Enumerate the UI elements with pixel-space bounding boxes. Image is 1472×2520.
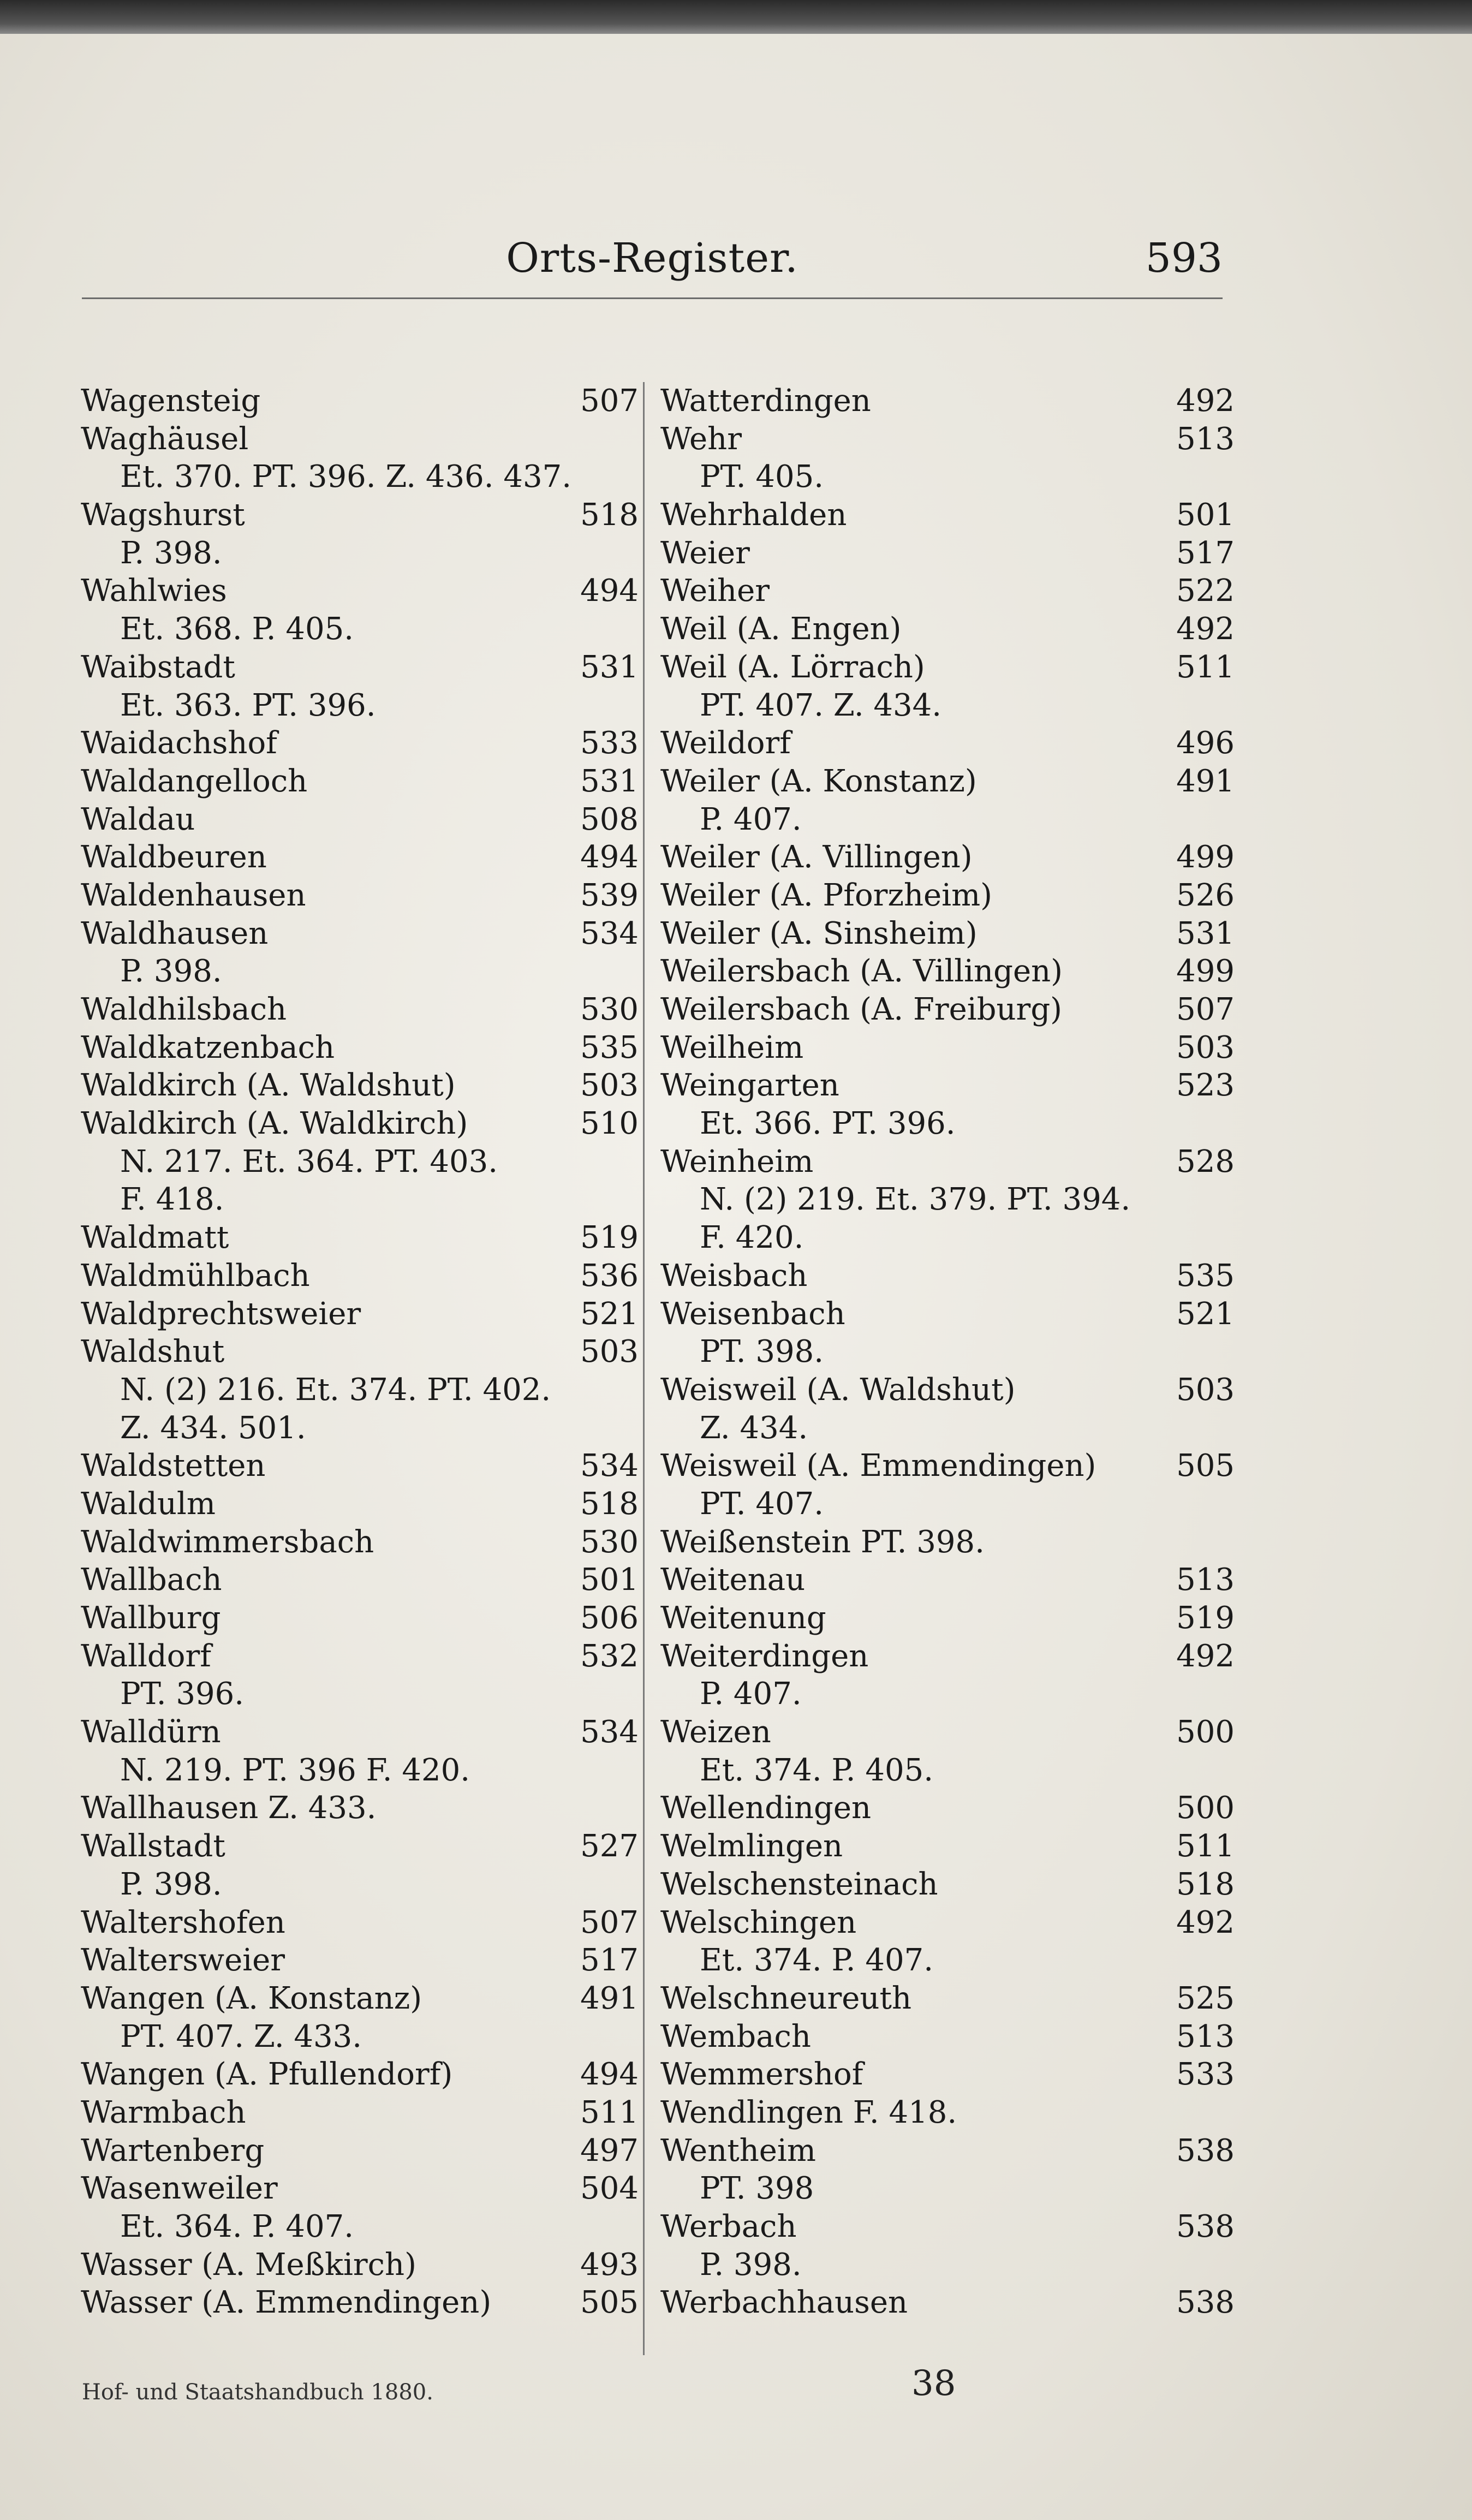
footer-signature: 38: [911, 2363, 956, 2404]
register-entry: [81, 1029, 639, 1067]
entry-page-number: 494: [580, 573, 639, 609]
entry-name: Et. 374. P. 405.: [700, 1752, 934, 1788]
register-entry: [660, 877, 1235, 915]
entry-name: Waldmatt: [81, 1220, 229, 1256]
entry-name: Waidachshof: [81, 725, 277, 761]
entry-page-number: 510: [580, 1106, 639, 1142]
register-entry: [660, 991, 1235, 1029]
register-entry: [81, 572, 639, 610]
entry-name: Waldprechtsweier: [81, 1296, 361, 1332]
entry-name: P. 407.: [700, 1676, 802, 1712]
entry-detail-line: [660, 1333, 1235, 1371]
register-entry: [81, 1447, 639, 1485]
entry-name: Waltershofen: [81, 1904, 285, 1940]
register-entry: [660, 2284, 1235, 2322]
entry-name: Waldbeuren: [81, 839, 267, 875]
header-rule: [82, 297, 1223, 299]
entry-page-number: 503: [1176, 1029, 1235, 1065]
register-entry: [81, 1219, 639, 1257]
register-entry: [660, 1143, 1235, 1181]
entry-page-number: 492: [1176, 1904, 1235, 1940]
register-entry: [660, 2094, 1235, 2132]
entry-name: Waldulm: [81, 1486, 216, 1522]
entry-name: Wangen (A. Pfullendorf): [81, 2057, 453, 2093]
entry-detail-line: [660, 801, 1235, 839]
register-entry: [660, 2208, 1235, 2246]
register-entry: [81, 1941, 639, 1980]
entry-detail-line: [81, 2208, 639, 2246]
register-entry: [660, 1371, 1235, 1409]
register-entry: [660, 572, 1235, 610]
register-entry: [81, 2284, 639, 2322]
entry-page-number: 503: [580, 1068, 639, 1104]
entry-name: Wartenberg: [81, 2132, 265, 2168]
register-entry: [660, 1980, 1235, 2018]
entry-name: Waldkirch (A. Waldshut): [81, 1068, 456, 1104]
entry-page-number: 538: [1176, 2209, 1235, 2244]
register-entry: [81, 2056, 639, 2094]
register-entry: [660, 2018, 1235, 2056]
register-entry: [660, 838, 1235, 877]
entry-page-number: 499: [1176, 839, 1235, 875]
entry-page-number: 494: [580, 2057, 639, 2093]
register-entry: [81, 1333, 639, 1371]
entry-name: P. 407.: [700, 801, 802, 837]
entry-name: Wallhausen Z. 433.: [81, 1790, 377, 1826]
entry-name: Weizen: [660, 1714, 771, 1750]
entry-page-number: 500: [1176, 1790, 1235, 1826]
entry-name: F. 418.: [120, 1182, 224, 1218]
entry-detail-line: [660, 2246, 1235, 2284]
entry-name: N. 217. Et. 364. PT. 403.: [120, 1143, 498, 1179]
entry-name: PT. 407. Z. 434.: [700, 687, 942, 723]
entry-page-number: 535: [580, 1029, 639, 1065]
entry-name: Wasenweiler: [81, 2171, 278, 2207]
entry-name: Et. 366. PT. 396.: [700, 1106, 956, 1142]
entry-page-number: 526: [1176, 877, 1235, 913]
entry-detail-line: [660, 687, 1235, 725]
entry-name: N. 219. PT. 396 F. 420.: [120, 1752, 470, 1788]
entry-name: Et. 368. P. 405.: [120, 611, 354, 647]
entry-name: Weitenung: [660, 1600, 826, 1636]
entry-page-number: 527: [580, 1828, 639, 1864]
entry-name: Weilersbach (A. Villingen): [660, 954, 1063, 990]
entry-page-number: 503: [1176, 1372, 1235, 1408]
entry-detail-line: [660, 458, 1235, 496]
register-entry: [660, 2132, 1235, 2170]
entry-name: Wagshurst: [81, 497, 245, 533]
register-entry: [81, 382, 639, 420]
entry-page-number: 503: [580, 1334, 639, 1370]
entry-page-number: 532: [580, 1638, 639, 1674]
entry-page-number: 522: [1176, 573, 1235, 609]
entry-page-number: 517: [580, 1943, 639, 1979]
entry-name: Wembach: [660, 2018, 811, 2054]
register-entry: [660, 724, 1235, 762]
entry-detail-line: [660, 1675, 1235, 1713]
entry-detail-line: [660, 1105, 1235, 1143]
entry-page-number: 519: [580, 1220, 639, 1256]
entry-detail-line: [81, 1371, 639, 1409]
entry-page-number: 494: [580, 839, 639, 875]
entry-page-number: 491: [1176, 763, 1235, 799]
entry-page-number: 492: [1176, 383, 1235, 419]
register-entry: [660, 610, 1235, 648]
entry-name: Et. 364. P. 407.: [120, 2209, 354, 2244]
entry-name: Wemmershof: [660, 2057, 863, 2093]
entry-page-number: 530: [580, 1524, 639, 1560]
footer-publication: Hof- und Staatshandbuch 1880.: [82, 2380, 433, 2405]
left-column: [81, 382, 639, 2322]
entry-page-number: 507: [580, 1904, 639, 1940]
entry-name: Weiler (A. Villingen): [660, 839, 973, 875]
entry-name: Watterdingen: [660, 383, 871, 419]
entry-name: Wasser (A. Emmendingen): [81, 2285, 492, 2321]
register-entry: [81, 1257, 639, 1295]
register-entry: [81, 2246, 639, 2284]
entry-page-number: 530: [580, 992, 639, 1027]
entry-detail-line: [81, 687, 639, 725]
register-entry: [81, 1980, 639, 2018]
entry-page-number: 497: [580, 2132, 639, 2168]
entry-page-number: 492: [1176, 1638, 1235, 1674]
entry-page-number: 538: [1176, 2132, 1235, 2168]
entry-name: Warmbach: [81, 2094, 246, 2130]
right-column: [660, 382, 1235, 2322]
register-entry: [81, 1485, 639, 1523]
register-entry: [81, 2094, 639, 2132]
entry-page-number: 533: [580, 725, 639, 761]
entry-name: Weisweil (A. Emmendingen): [660, 1448, 1096, 1484]
entry-name: PT. 396.: [120, 1676, 245, 1712]
entry-detail-line: [660, 1752, 1235, 1790]
entry-page-number: 504: [580, 2171, 639, 2207]
register-entry: [81, 801, 639, 839]
entry-name: Waldstetten: [81, 1448, 266, 1484]
entry-name: Waldmühlbach: [81, 1258, 310, 1294]
entry-name: Z. 434.: [700, 1410, 808, 1446]
entry-page-number: 518: [1176, 1866, 1235, 1902]
register-entry: [660, 1561, 1235, 1599]
entry-page-number: 501: [580, 1562, 639, 1598]
entry-name: Weiler (A. Pforzheim): [660, 877, 993, 913]
entry-page-number: 499: [1176, 954, 1235, 990]
entry-detail-line: [660, 1409, 1235, 1447]
entry-name: Waldhausen: [81, 915, 269, 951]
entry-name: Walldürn: [81, 1714, 221, 1750]
entry-page-number: 491: [580, 1980, 639, 2016]
entry-name: Weiler (A. Konstanz): [660, 763, 977, 799]
entry-name: Waibstadt: [81, 649, 235, 685]
entry-name: Waldhilsbach: [81, 992, 287, 1027]
entry-name: P. 398.: [120, 954, 222, 990]
entry-name: Weiler (A. Sinsheim): [660, 915, 978, 951]
register-entry: [660, 1523, 1235, 1562]
entry-detail-line: [660, 1941, 1235, 1980]
entry-page-number: 519: [1176, 1600, 1235, 1636]
register-entry: [81, 877, 639, 915]
register-entry: [81, 1904, 639, 1942]
entry-name: PT. 407.: [700, 1486, 824, 1522]
entry-name: Waldau: [81, 801, 195, 837]
entry-page-number: 508: [580, 801, 639, 837]
register-entry: [660, 915, 1235, 953]
entry-name: Waltersweier: [81, 1943, 285, 1979]
entry-name: Weinheim: [660, 1143, 814, 1179]
entry-detail-line: [660, 1219, 1235, 1257]
register-entry: [660, 1789, 1235, 1827]
register-entry: [660, 534, 1235, 573]
entry-page-number: 521: [1176, 1296, 1235, 1332]
register-entry: [81, 1295, 639, 1333]
entry-name: N. (2) 216. Et. 374. PT. 402.: [120, 1372, 551, 1408]
page-title: Orts-Register.: [506, 235, 798, 282]
entry-name: Weildorf: [660, 725, 791, 761]
entry-page-number: 501: [1176, 497, 1235, 533]
entry-name: Waldwimmersbach: [81, 1524, 374, 1560]
entry-page-number: 507: [580, 383, 639, 419]
entry-name: Weilersbach (A. Freiburg): [660, 992, 1063, 1027]
entry-name: Weiher: [660, 573, 770, 609]
entry-name: Wagensteig: [81, 383, 261, 419]
entry-detail-line: [81, 1675, 639, 1713]
register-entry: [81, 1067, 639, 1105]
entry-name: Wallbach: [81, 1562, 222, 1598]
entry-name: Weisbach: [660, 1258, 808, 1294]
entry-page-number: 511: [1176, 649, 1235, 685]
register-entry: [660, 1295, 1235, 1333]
register-entry: [81, 1599, 639, 1637]
entry-page-number: 507: [1176, 992, 1235, 1027]
entry-detail-line: [81, 1181, 639, 1219]
register-entry: [660, 1067, 1235, 1105]
entry-detail-line: [81, 2018, 639, 2056]
entry-page-number: 534: [580, 1714, 639, 1750]
register-entry: [81, 991, 639, 1029]
register-entry: [81, 1105, 639, 1143]
entry-name: Wasser (A. Meßkirch): [81, 2247, 416, 2283]
register-entry: [660, 648, 1235, 687]
register-entry: [660, 1599, 1235, 1637]
entry-detail-line: [81, 1143, 639, 1181]
register-entry: [81, 838, 639, 877]
entry-name: Wehr: [660, 421, 742, 457]
register-entry: [660, 1904, 1235, 1942]
entry-page-number: 528: [1176, 1143, 1235, 1179]
register-entry: [81, 724, 639, 762]
entry-detail-line: [660, 1485, 1235, 1523]
entry-detail-line: [81, 534, 639, 573]
entry-name: PT. 398.: [700, 1334, 824, 1370]
entry-page-number: 513: [1176, 1562, 1235, 1598]
entry-page-number: 538: [1176, 2285, 1235, 2321]
register-entry: [81, 496, 639, 534]
entry-name: PT. 405.: [700, 459, 824, 495]
entry-page-number: 534: [580, 1448, 639, 1484]
entry-detail-line: [81, 1752, 639, 1790]
entry-name: Waghäusel: [81, 421, 249, 457]
entry-page-number: 536: [580, 1258, 639, 1294]
entry-page-number: 506: [580, 1600, 639, 1636]
entry-name: Z. 434. 501.: [120, 1410, 306, 1446]
register-entry: [660, 1637, 1235, 1676]
register-entry: [81, 1789, 639, 1827]
entry-page-number: 518: [580, 497, 639, 533]
entry-page-number: 539: [580, 877, 639, 913]
register-entry: [81, 1561, 639, 1599]
entry-name: Walldorf: [81, 1638, 211, 1674]
entry-page-number: 511: [1176, 1828, 1235, 1864]
register-entry: [81, 915, 639, 953]
entry-name: P. 398.: [120, 535, 222, 571]
entry-detail-line: [81, 610, 639, 648]
entry-name: Weier: [660, 535, 750, 571]
register-entry: [660, 1029, 1235, 1067]
page-header: [82, 229, 1223, 295]
entry-page-number: 505: [1176, 1448, 1235, 1484]
entry-name: Waldangelloch: [81, 763, 308, 799]
entry-name: Wehrhalden: [660, 497, 847, 533]
entry-name: Weingarten: [660, 1068, 839, 1104]
entry-page-number: 531: [580, 649, 639, 685]
entry-page-number: 493: [580, 2247, 639, 2283]
entry-name: Wallstadt: [81, 1828, 225, 1864]
entry-page-number: 534: [580, 915, 639, 951]
register-entry: [660, 1713, 1235, 1752]
entry-name: Weißenstein PT. 398.: [660, 1524, 985, 1560]
entry-page-number: 531: [580, 763, 639, 799]
entry-name: Wendlingen F. 418.: [660, 2094, 957, 2130]
register-entry: [81, 2132, 639, 2170]
register-entry: [81, 1827, 639, 1866]
register-entry: [660, 496, 1235, 534]
column-divider: [643, 382, 645, 2355]
entry-name: Et. 374. P. 407.: [700, 1943, 934, 1979]
entry-name: Weil (A. Lörrach): [660, 649, 925, 685]
entry-name: Wellendingen: [660, 1790, 872, 1826]
register-entry: [660, 382, 1235, 420]
entry-name: Weitenau: [660, 1562, 806, 1598]
entry-name: Weiterdingen: [660, 1638, 869, 1674]
entry-name: P. 398.: [120, 1866, 222, 1902]
entry-name: Waldshut: [81, 1334, 225, 1370]
entry-page-number: 518: [580, 1486, 639, 1522]
entry-detail-line: [81, 952, 639, 991]
entry-name: Wentheim: [660, 2132, 816, 2168]
entry-name: PT. 407. Z. 433.: [120, 2018, 362, 2054]
register-entry: [81, 648, 639, 687]
entry-page-number: 513: [1176, 421, 1235, 457]
register-entry: [81, 1713, 639, 1752]
entry-name: Et. 363. PT. 396.: [120, 687, 376, 723]
entry-page-number: 525: [1176, 1980, 1235, 2016]
register-entry: [660, 952, 1235, 991]
register-entry: [81, 762, 639, 801]
entry-name: Werbach: [660, 2209, 797, 2244]
entry-name: Waldenhausen: [81, 877, 306, 913]
entry-page-number: 492: [1176, 611, 1235, 647]
entry-page-number: 535: [1176, 1258, 1235, 1294]
register-entry: [81, 2170, 639, 2208]
entry-name: Welschensteinach: [660, 1866, 938, 1902]
register-entry: [660, 2056, 1235, 2094]
register-entry: [81, 1523, 639, 1562]
entry-name: Weilheim: [660, 1029, 804, 1065]
register-entry: [660, 420, 1235, 458]
register-entry: [660, 1866, 1235, 1904]
entry-page-number: 505: [580, 2285, 639, 2321]
entry-name: Welschneureuth: [660, 1980, 912, 2016]
entry-name: Waldkirch (A. Waldkirch): [81, 1106, 468, 1142]
entry-name: Welmlingen: [660, 1828, 843, 1864]
entry-page-number: 523: [1176, 1068, 1235, 1104]
entry-name: N. (2) 219. Et. 379. PT. 394.: [700, 1182, 1131, 1218]
entry-page-number: 496: [1176, 725, 1235, 761]
entry-page-number: 500: [1176, 1714, 1235, 1750]
entry-detail-line: [660, 1181, 1235, 1219]
entry-detail-line: [81, 458, 639, 496]
entry-name: Wangen (A. Konstanz): [81, 1980, 422, 2016]
register-entry: [660, 1447, 1235, 1485]
entry-page-number: 521: [580, 1296, 639, 1332]
entry-name: Welschingen: [660, 1904, 857, 1940]
book-edge: [0, 0, 1472, 34]
entry-name: Waldkatzenbach: [81, 1029, 335, 1065]
register-entry: [660, 762, 1235, 801]
entry-name: PT. 398: [700, 2171, 814, 2207]
entry-name: Weisweil (A. Waldshut): [660, 1372, 1016, 1408]
entry-name: P. 398.: [700, 2247, 802, 2283]
entry-name: F. 420.: [700, 1220, 804, 1256]
entry-detail-line: [81, 1866, 639, 1904]
entry-name: Et. 370. PT. 396. Z. 436. 437.: [120, 459, 572, 495]
entry-detail-line: [660, 2170, 1235, 2208]
entry-name: Werbachhausen: [660, 2285, 908, 2321]
page-number: 593: [1145, 235, 1223, 282]
entry-name: Weil (A. Engen): [660, 611, 902, 647]
register-entry: [81, 1637, 639, 1676]
register-entry: [81, 420, 639, 458]
entry-page-number: 531: [1176, 915, 1235, 951]
entry-page-number: 511: [580, 2094, 639, 2130]
entry-name: Wallburg: [81, 1600, 221, 1636]
entry-detail-line: [81, 1409, 639, 1447]
register-entry: [660, 1257, 1235, 1295]
entry-page-number: 533: [1176, 2057, 1235, 2093]
entry-name: Weisenbach: [660, 1296, 845, 1332]
entry-page-number: 517: [1176, 535, 1235, 571]
entry-name: Wahlwies: [81, 573, 227, 609]
register-entry: [660, 1827, 1235, 1866]
entry-page-number: 513: [1176, 2018, 1235, 2054]
